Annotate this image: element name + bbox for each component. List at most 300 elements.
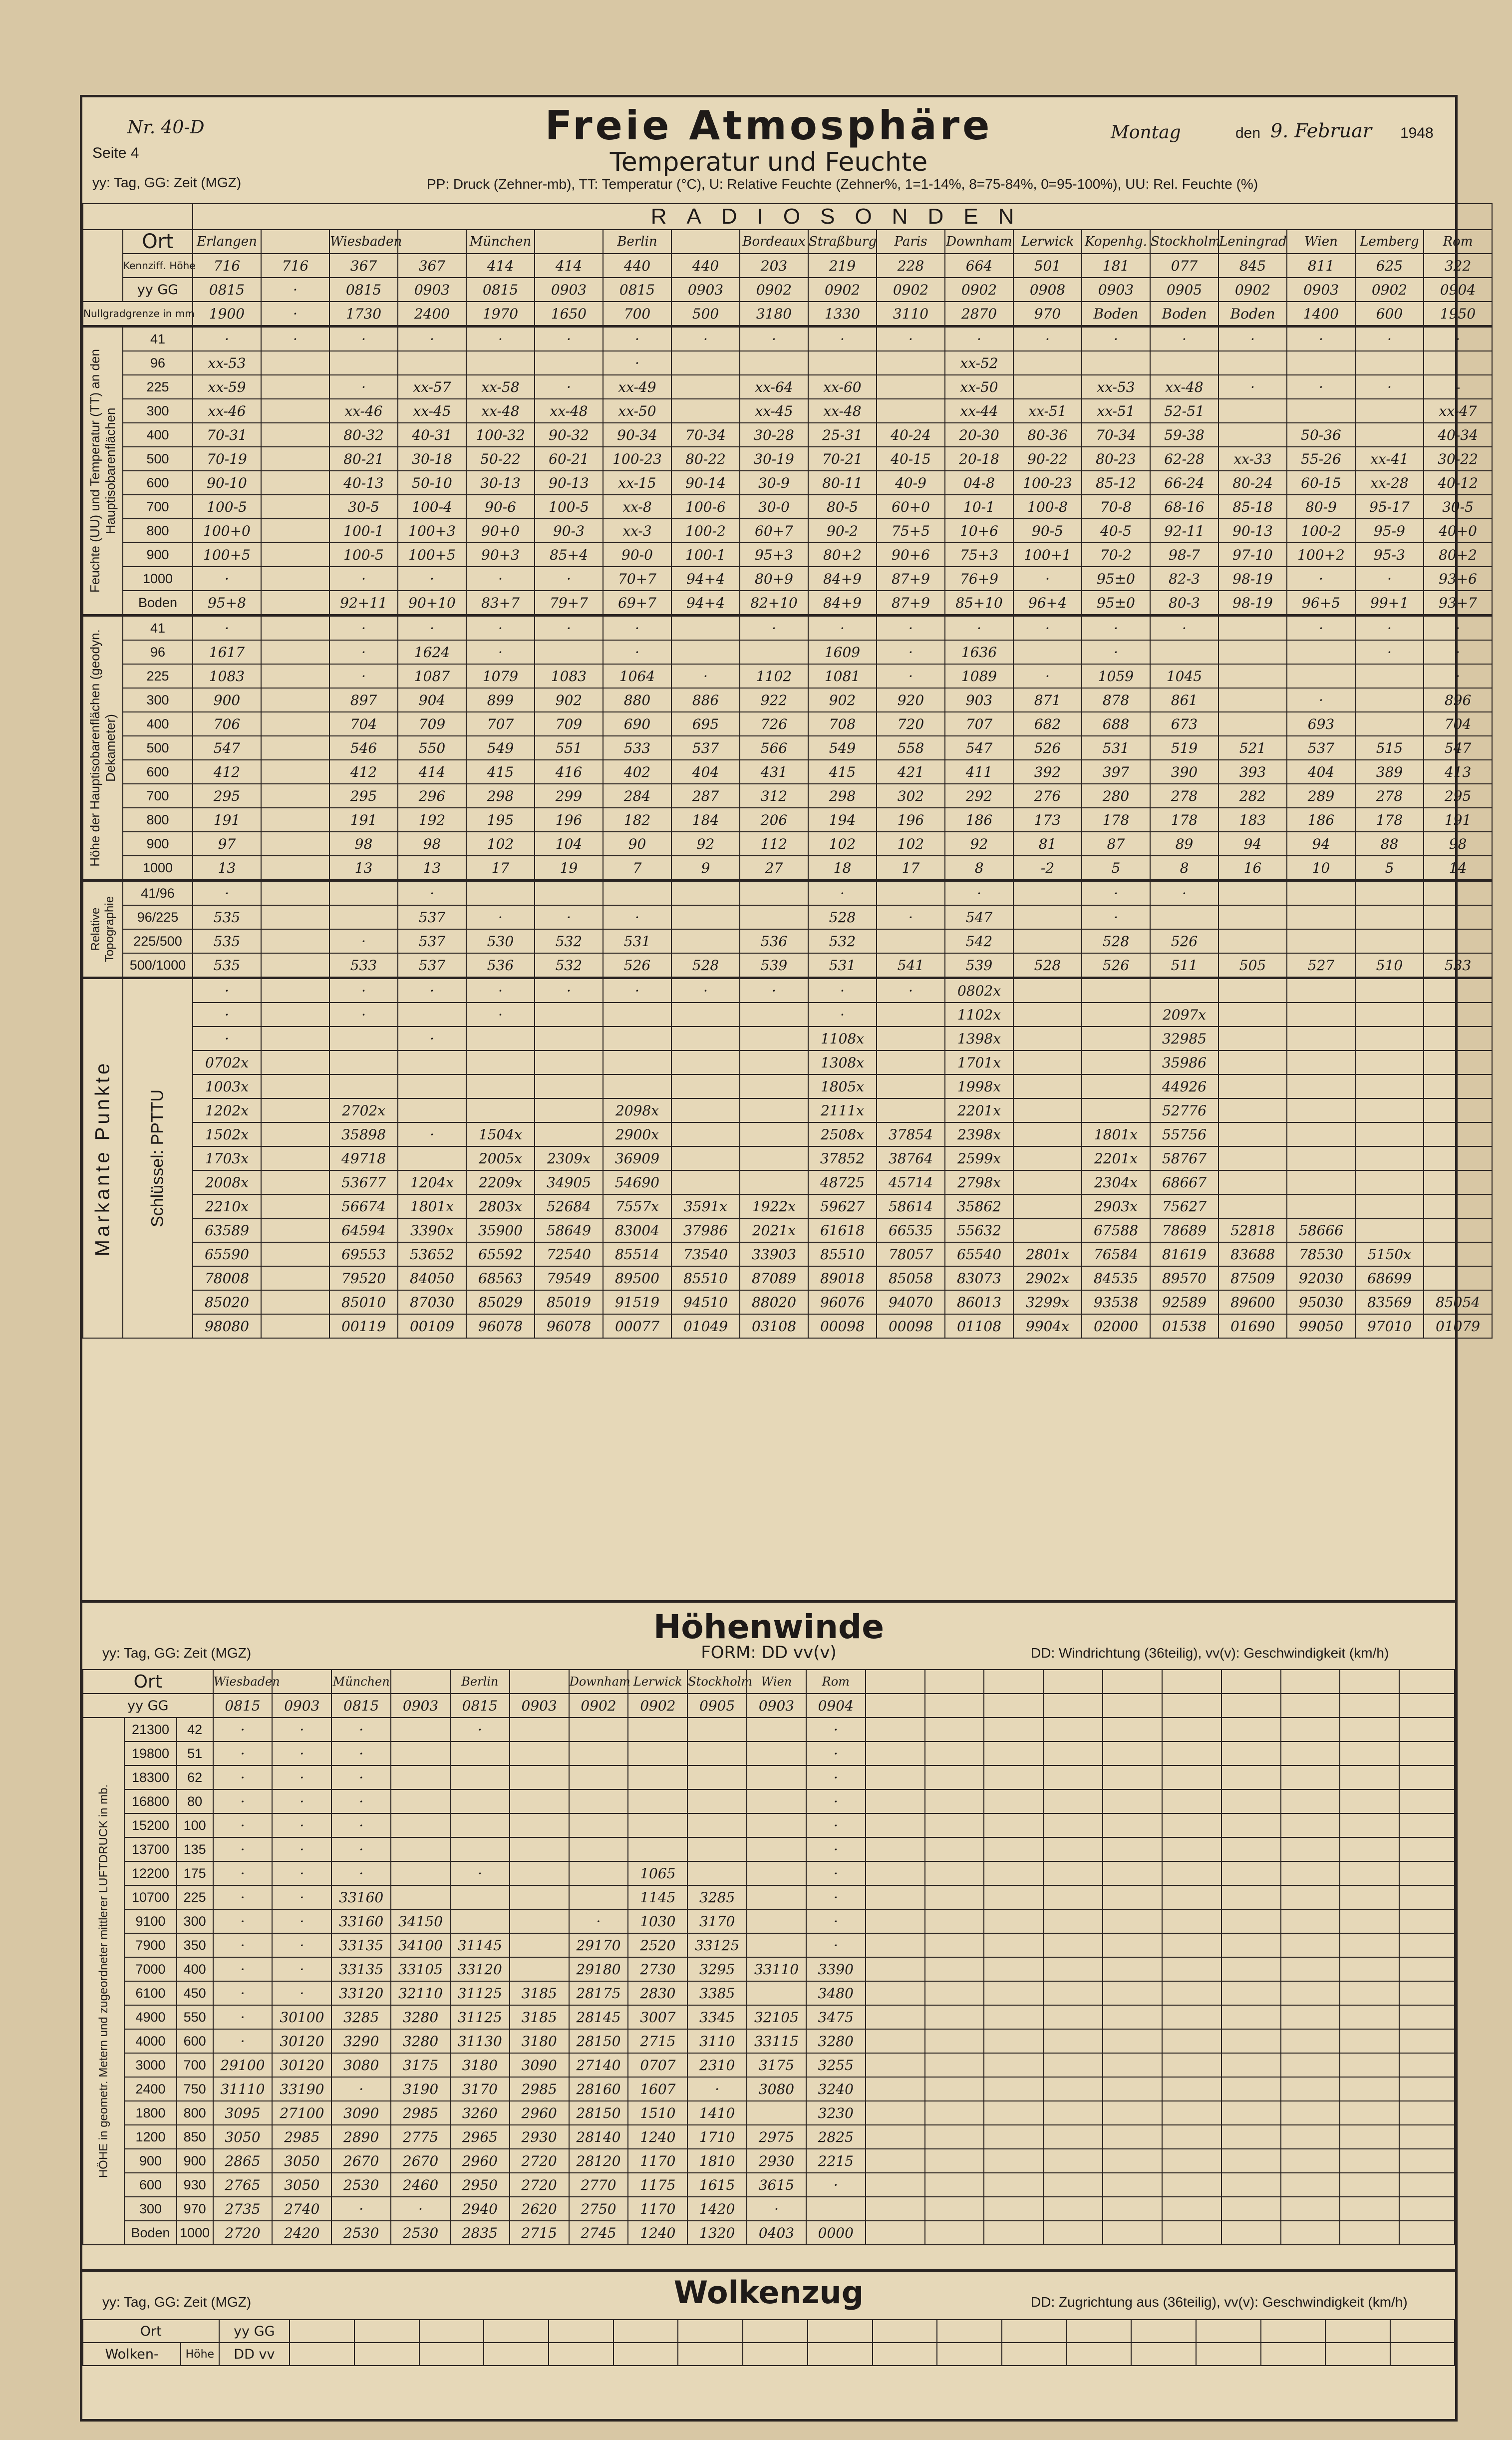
significant-point-cell (261, 978, 329, 1003)
geopotential-height-cell: 390 (1150, 760, 1218, 784)
wind-cell: 2930 (747, 2149, 806, 2173)
wind-cell (1103, 1837, 1162, 1861)
geopotential-height-cell (1287, 640, 1355, 664)
significant-point-cell: 03108 (740, 1314, 808, 1338)
significant-point-cell (1287, 978, 1355, 1003)
humidity-temperature-cell: 95±0 (1082, 591, 1150, 616)
station-name: Wiesbaden (329, 230, 398, 254)
wind-cell: 33120 (331, 1981, 391, 2005)
wind-cell: · (747, 2197, 806, 2221)
significant-point-cell: 72540 (535, 1242, 603, 1266)
wind-cell (510, 1765, 569, 1789)
geopotential-height-cell: 878 (1082, 688, 1150, 712)
hw-station-name: Stockholm (687, 1670, 747, 1694)
wind-cell: · (213, 1885, 273, 1909)
wind-cell (866, 1813, 925, 1837)
nullgrad-cell: 1950 (1424, 302, 1492, 327)
wind-cell: 2825 (806, 2125, 866, 2149)
geopotential-height-cell: 16 (1218, 856, 1287, 881)
significant-point-cell (261, 1266, 329, 1290)
significant-point-cell: 58614 (877, 1194, 945, 1218)
wind-cell (1043, 2173, 1103, 2197)
wind-cell: · (806, 2173, 866, 2197)
humidity-temperature-cell (535, 351, 603, 375)
significant-point-cell (261, 1194, 329, 1218)
humidity-temperature-cell: · (1218, 327, 1287, 351)
geopotential-height-cell: 558 (877, 736, 945, 760)
humidity-temperature-cell: 90-0 (603, 543, 671, 567)
significant-point-cell: 00119 (329, 1314, 398, 1338)
significant-point-cell: · (329, 1003, 398, 1027)
wind-cell (925, 2005, 984, 2029)
group-title: Markante Punkte (91, 1060, 114, 1257)
significant-point-cell: 01108 (945, 1314, 1013, 1338)
level-label: 900 (123, 543, 193, 567)
wind-cell: 33160 (331, 1909, 391, 1933)
humidity-temperature-cell: 80-5 (808, 495, 877, 519)
wind-cell (1281, 1765, 1340, 1789)
significant-point-cell: 33903 (740, 1242, 808, 1266)
humidity-temperature-cell (261, 423, 329, 447)
significant-point-cell: 2098x (603, 1098, 671, 1122)
wind-cell (1221, 1861, 1281, 1885)
humidity-temperature-cell: 95+3 (740, 543, 808, 567)
wind-cell: 2775 (391, 2125, 450, 2149)
wind-cell (1043, 2029, 1103, 2053)
wind-cell: · (213, 1909, 273, 1933)
wind-cell (866, 1718, 925, 1742)
wind-cell (510, 1813, 569, 1837)
wind-cell: 2965 (450, 2125, 510, 2149)
humidity-temperature-cell (1013, 375, 1082, 399)
wind-cell: 1240 (628, 2221, 687, 2245)
hw-pressure: 51 (177, 1742, 213, 1765)
geopotential-height-cell: 191 (329, 808, 398, 832)
wind-cell (1162, 2101, 1221, 2125)
wind-cell: 27100 (272, 2101, 331, 2125)
geopotential-height-cell (1218, 616, 1287, 641)
hw-height: 7900 (124, 1933, 176, 1957)
significant-point-cell (1424, 1027, 1492, 1050)
wind-cell (1340, 2005, 1399, 2029)
wind-cell (1221, 1933, 1281, 1957)
geopotential-height-cell: · (877, 640, 945, 664)
significant-point-cell (1287, 1146, 1355, 1170)
geopotential-height-cell: 284 (603, 784, 671, 808)
significant-point-cell: 94510 (671, 1290, 740, 1314)
humidity-temperature-cell: · (945, 327, 1013, 351)
significant-point-cell (1355, 1050, 1424, 1074)
humidity-temperature-cell: 40-15 (877, 447, 945, 471)
humidity-temperature-cell: 100-23 (1013, 471, 1082, 495)
humidity-temperature-cell (1355, 423, 1424, 447)
humidity-temperature-cell: xx-59 (193, 375, 261, 399)
hw-height: 7000 (124, 1957, 176, 1981)
significant-point-cell (1424, 1074, 1492, 1098)
humidity-temperature-cell: xx-33 (1218, 447, 1287, 471)
humidity-temperature-cell: 100-5 (329, 543, 398, 567)
wind-cell (866, 1933, 925, 1957)
kennziffer-cell: 501 (1013, 254, 1082, 278)
humidity-temperature-cell: xx-45 (740, 399, 808, 423)
wind-cell (1221, 2077, 1281, 2101)
humidity-temperature-cell: 55-26 (1287, 447, 1355, 471)
geopotential-height-cell: · (603, 640, 671, 664)
humidity-temperature-cell: · (329, 375, 398, 399)
geopotential-height-cell: · (535, 616, 603, 641)
geopotential-height-cell: 922 (740, 688, 808, 712)
humidity-temperature-cell: 100-23 (603, 447, 671, 471)
wind-cell (1043, 1718, 1103, 1742)
wind-cell: 3615 (747, 2173, 806, 2197)
significant-point-cell: 84535 (1082, 1266, 1150, 1290)
wind-cell: 2960 (510, 2101, 569, 2125)
humidity-temperature-cell (877, 399, 945, 423)
significant-point-cell: 78008 (193, 1266, 261, 1290)
significant-point-cell (261, 1146, 329, 1170)
hw-pressure: 175 (177, 1861, 213, 1885)
wind-cell: · (213, 1837, 273, 1861)
humidity-temperature-cell: · (535, 327, 603, 351)
wind-cell: 3180 (450, 2053, 510, 2077)
significant-point-cell (398, 1003, 466, 1027)
kennziffer-cell: 077 (1150, 254, 1218, 278)
topography-cell (671, 905, 740, 929)
schluessel-text: Schlüssel: PPTTU (148, 1089, 167, 1227)
wind-cell: · (806, 1909, 866, 1933)
wind-cell (1399, 1837, 1455, 1861)
wind-cell (866, 1885, 925, 1909)
significant-point-cell: 59627 (808, 1194, 877, 1218)
wind-cell (569, 1789, 628, 1813)
humidity-temperature-cell: 40-12 (1424, 471, 1492, 495)
group-label-group_feuchte (83, 327, 123, 616)
topography-cell: · (603, 905, 671, 929)
significant-point-cell (1424, 1003, 1492, 1027)
significant-point-cell (671, 1050, 740, 1074)
wind-cell (1340, 1957, 1399, 1981)
wind-cell: 28175 (569, 1981, 628, 2005)
significant-point-cell (1013, 1027, 1082, 1050)
hw-side-label (83, 1718, 124, 2245)
topography-cell (261, 953, 329, 978)
wz-legend: DD: Zugrichtung aus (36teilig), vv(v): Geschwindigkeit (km/h) (1031, 2294, 1408, 2310)
geopotential-height-cell: · (1424, 664, 1492, 688)
hw-station-name (1221, 1670, 1281, 1694)
humidity-temperature-cell (671, 399, 740, 423)
wind-cell (984, 2029, 1043, 2053)
significant-point-cell: 2803x (466, 1194, 535, 1218)
wind-cell: 29100 (213, 2053, 273, 2077)
geopotential-height-cell: 392 (1013, 760, 1082, 784)
geopotential-height-cell: 183 (1218, 808, 1287, 832)
wind-cell (984, 2053, 1043, 2077)
significant-point-cell (1218, 1027, 1287, 1050)
wind-cell (1340, 1813, 1399, 1837)
wind-cell (1399, 1885, 1455, 1909)
humidity-temperature-cell: 80+9 (740, 567, 808, 591)
humidity-temperature-cell: 52-51 (1150, 399, 1218, 423)
significant-point-cell: 85029 (466, 1290, 535, 1314)
nullgrad-cell: 1400 (1287, 302, 1355, 327)
wind-cell: 2740 (272, 2197, 331, 2221)
wind-cell: · (687, 2077, 747, 2101)
kennziffer-cell: 440 (603, 254, 671, 278)
humidity-temperature-cell: 95-9 (1355, 519, 1424, 543)
geopotential-height-cell: 18 (808, 856, 877, 881)
significant-point-cell: 89018 (808, 1266, 877, 1290)
wind-cell (1162, 1861, 1221, 1885)
humidity-temperature-cell: 90-34 (603, 423, 671, 447)
wind-cell (1221, 2125, 1281, 2149)
wind-cell: 2720 (510, 2173, 569, 2197)
significant-point-cell (261, 1027, 329, 1050)
significant-point-cell (1355, 1146, 1424, 1170)
geopotential-height-cell: 431 (740, 760, 808, 784)
significant-point-cell (1013, 1098, 1082, 1122)
level-label: 400 (123, 423, 193, 447)
humidity-temperature-cell (261, 399, 329, 423)
significant-point-cell: 78689 (1150, 1218, 1218, 1242)
wind-cell (1281, 2101, 1340, 2125)
geopotential-height-cell: 81 (1013, 832, 1082, 856)
humidity-temperature-cell: · (398, 327, 466, 351)
significant-point-cell: 3299x (1013, 1290, 1082, 1314)
wind-cell (984, 1981, 1043, 2005)
significant-point-cell: 85058 (877, 1266, 945, 1290)
wind-cell: 3095 (213, 2101, 273, 2125)
level-label: 400 (123, 712, 193, 736)
hw-time-cell: 0815 (213, 1694, 273, 1718)
wz-wolken-label: Wolken- (83, 2343, 181, 2366)
significant-point-cell: 2008x (193, 1170, 261, 1194)
wind-cell: 3280 (391, 2005, 450, 2029)
geopotential-height-cell: 690 (603, 712, 671, 736)
significant-point-cell: 5150x (1355, 1242, 1424, 1266)
wind-cell (687, 1813, 747, 1837)
wind-cell (984, 2197, 1043, 2221)
wind-cell (1281, 1837, 1340, 1861)
geopotential-height-cell: 178 (1355, 808, 1424, 832)
geopotential-height-cell: 186 (1287, 808, 1355, 832)
significant-point-cell (740, 1146, 808, 1170)
hw-time-cell: 0815 (450, 1694, 510, 1718)
wind-cell: 3390 (806, 1957, 866, 1981)
wind-cell: · (272, 1885, 331, 1909)
hw-station-name (866, 1670, 925, 1694)
wind-cell: 2750 (569, 2197, 628, 2221)
hw-station-name (272, 1670, 331, 1694)
significant-point-cell (671, 1170, 740, 1194)
humidity-temperature-cell: 75+3 (945, 543, 1013, 567)
wind-cell: · (450, 1861, 510, 1885)
date-prefix: den (1235, 125, 1261, 141)
station-name: Wien (1287, 230, 1355, 254)
wind-cell (984, 1837, 1043, 1861)
significant-point-cell (671, 1122, 740, 1146)
wind-cell (1103, 1861, 1162, 1885)
humidity-temperature-cell (261, 591, 329, 616)
topography-cell: 547 (945, 905, 1013, 929)
significant-point-cell (1218, 1194, 1287, 1218)
significant-point-cell: 2903x (1082, 1194, 1150, 1218)
date: 9. Februar (1270, 120, 1372, 142)
humidity-temperature-cell: 85+10 (945, 591, 1013, 616)
topography-cell: · (945, 881, 1013, 906)
humidity-temperature-cell: 50-22 (466, 447, 535, 471)
geopotential-height-cell: 1081 (808, 664, 877, 688)
significant-point-cell (877, 1098, 945, 1122)
level-label: 300 (123, 688, 193, 712)
significant-point-cell: 1398x (945, 1027, 1013, 1050)
topography-cell (1424, 929, 1492, 953)
nullgrad-cell: 970 (1013, 302, 1082, 327)
wind-cell: 2975 (747, 2125, 806, 2149)
significant-point-cell: 58666 (1287, 1218, 1355, 1242)
wind-cell (1162, 2077, 1221, 2101)
wind-cell (984, 2101, 1043, 2125)
significant-point-cell (535, 1098, 603, 1122)
humidity-temperature-cell: 100-6 (671, 495, 740, 519)
humidity-temperature-cell: · (1355, 567, 1424, 591)
geopotential-height-cell: 178 (1082, 808, 1150, 832)
geopotential-height-cell: 412 (329, 760, 398, 784)
wind-cell (1162, 2005, 1221, 2029)
significant-point-cell: 02000 (1082, 1314, 1150, 1338)
humidity-temperature-cell: · (603, 351, 671, 375)
wind-cell: 3475 (806, 2005, 866, 2029)
wind-cell (866, 1957, 925, 1981)
topography-cell: 528 (671, 953, 740, 978)
wind-cell (628, 1765, 687, 1789)
geopotential-height-cell: 17 (466, 856, 535, 881)
geopotential-height-cell: · (945, 616, 1013, 641)
humidity-temperature-cell: xx-47 (1424, 399, 1492, 423)
humidity-temperature-cell (329, 351, 398, 375)
wind-cell: 31125 (450, 1981, 510, 2005)
wind-cell: 2770 (569, 2173, 628, 2197)
wind-cell (1281, 1789, 1340, 1813)
humidity-temperature-cell: 30-19 (740, 447, 808, 471)
humidity-temperature-cell: xx-28 (1355, 471, 1424, 495)
significant-point-cell (261, 1170, 329, 1194)
humidity-temperature-cell: xx-64 (740, 375, 808, 399)
geopotential-height-cell: 206 (740, 808, 808, 832)
humidity-temperature-cell: · (877, 327, 945, 351)
station-name: Rom (1424, 230, 1492, 254)
topography-cell: 528 (808, 905, 877, 929)
wind-cell (1281, 2125, 1340, 2149)
significant-point-cell: 37854 (877, 1122, 945, 1146)
significant-point-cell: 92589 (1150, 1290, 1218, 1314)
wz-ddvv-label: DD vv (219, 2343, 290, 2366)
wind-cell (1103, 1885, 1162, 1909)
wind-cell (450, 1765, 510, 1789)
geopotential-height-cell: 519 (1150, 736, 1218, 760)
significant-point-cell (603, 1050, 671, 1074)
geopotential-height-cell: · (466, 616, 535, 641)
humidity-temperature-cell: 100-8 (1013, 495, 1082, 519)
humidity-temperature-cell (466, 351, 535, 375)
wind-cell: 31110 (213, 2077, 273, 2101)
station-name (261, 230, 329, 254)
wind-cell: · (806, 1789, 866, 1813)
significant-point-cell (1424, 1266, 1492, 1290)
significant-point-cell: 86013 (945, 1290, 1013, 1314)
hw-station-name (1162, 1670, 1221, 1694)
wind-cell: 3170 (450, 2077, 510, 2101)
significant-point-cell (1355, 1194, 1424, 1218)
observation-time-cell: 0902 (808, 278, 877, 302)
wind-cell: · (806, 1813, 866, 1837)
geopotential-height-cell: · (398, 616, 466, 641)
geopotential-height-cell: 312 (740, 784, 808, 808)
wind-cell: 3185 (510, 2005, 569, 2029)
wind-cell (1399, 2197, 1455, 2221)
significant-point-cell: 2021x (740, 1218, 808, 1242)
significant-point-cell (1013, 1074, 1082, 1098)
wind-cell (1103, 1742, 1162, 1765)
geopotential-height-cell: 173 (1013, 808, 1082, 832)
observation-time-cell: 0903 (1287, 278, 1355, 302)
geopotential-height-cell: 87 (1082, 832, 1150, 856)
significant-point-cell: 92030 (1287, 1266, 1355, 1290)
wind-cell: · (213, 1981, 273, 2005)
kennziffer-cell: 219 (808, 254, 877, 278)
wind-cell (391, 1885, 450, 1909)
wind-cell: 0000 (806, 2221, 866, 2245)
wind-cell (628, 1742, 687, 1765)
nullgrad-cell: 1900 (193, 302, 261, 327)
wind-cell: · (806, 1742, 866, 1765)
wind-cell (866, 2029, 925, 2053)
wind-cell (510, 1789, 569, 1813)
significant-point-cell (261, 1074, 329, 1098)
wind-cell (1399, 1789, 1455, 1813)
wind-cell: 1710 (687, 2125, 747, 2149)
wind-cell: 29180 (569, 1957, 628, 1981)
topography-cell (535, 881, 603, 906)
nullgrad-cell: 3180 (740, 302, 808, 327)
wind-cell (984, 2149, 1043, 2173)
wind-cell (628, 1718, 687, 1742)
observation-time-cell: 0815 (193, 278, 261, 302)
significant-point-cell (1013, 1170, 1082, 1194)
significant-point-cell: 85019 (535, 1290, 603, 1314)
significant-point-cell: 95030 (1287, 1290, 1355, 1314)
significant-point-cell: 34905 (535, 1170, 603, 1194)
wind-cell (925, 2125, 984, 2149)
station-name: Bordeaux (740, 230, 808, 254)
geopotential-height-cell: 295 (1424, 784, 1492, 808)
significant-point-cell: 48725 (808, 1170, 877, 1194)
topography-cell: 526 (1082, 953, 1150, 978)
humidity-temperature-cell: · (1287, 567, 1355, 591)
humidity-temperature-cell (1150, 351, 1218, 375)
wind-cell: 2730 (628, 1957, 687, 1981)
humidity-temperature-cell: 92-11 (1150, 519, 1218, 543)
geopotential-height-cell: 393 (1218, 760, 1287, 784)
wind-cell (866, 1765, 925, 1789)
wind-cell (1221, 2101, 1281, 2125)
hw-station-name (1340, 1670, 1399, 1694)
geopotential-height-cell: 287 (671, 784, 740, 808)
humidity-temperature-cell: 50-10 (398, 471, 466, 495)
humidity-temperature-cell: 20-30 (945, 423, 1013, 447)
wind-cell: · (806, 1837, 866, 1861)
significant-point-cell: 00109 (398, 1314, 466, 1338)
wind-cell (1340, 1718, 1399, 1742)
